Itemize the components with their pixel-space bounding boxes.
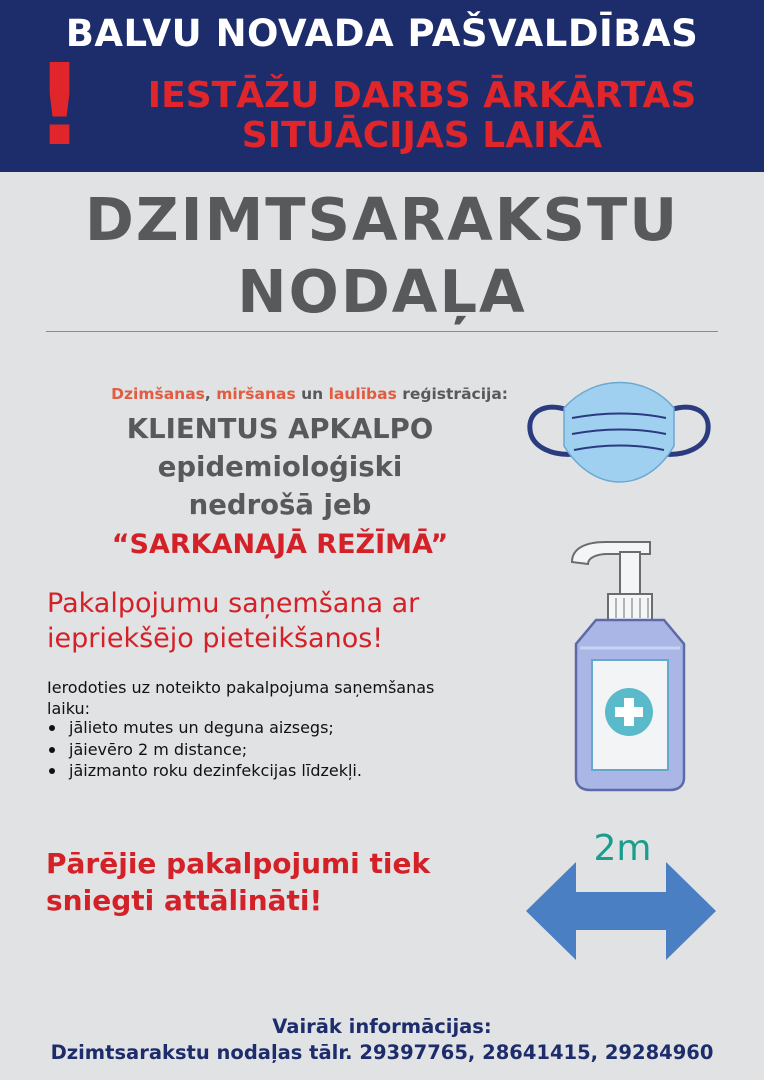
department-title-line2: NODAĻA bbox=[237, 257, 527, 326]
birth-label: Dzimšanas bbox=[111, 385, 205, 403]
arrival-line1: Ierodoties uz noteikto pakalpojuma saņemšanas bbox=[47, 678, 435, 697]
distance-label: 2m bbox=[593, 828, 652, 869]
emergency-subtitle-line2: SITUĀCIJAS LAIKĀ bbox=[241, 115, 603, 156]
more-info-label: Vairāk informācijas: bbox=[272, 1015, 492, 1038]
comma: , bbox=[204, 385, 211, 403]
hand-sanitizer-icon bbox=[566, 540, 694, 792]
and-label: un bbox=[301, 385, 324, 403]
arrival-line2: laiku: bbox=[47, 699, 90, 718]
double-arrow-icon bbox=[526, 862, 716, 960]
municipality-title: BALVU NOVADA PAŠVALDĪBAS bbox=[65, 12, 699, 55]
remote-services-line2: sniegti attālināti! bbox=[46, 884, 323, 917]
face-mask-icon bbox=[524, 372, 714, 494]
registration-label: reģistrācija: bbox=[402, 385, 508, 403]
rules-list bbox=[47, 717, 362, 782]
remote-services-line1: Pārējie pakalpojumi tiek bbox=[46, 847, 431, 880]
header-banner bbox=[0, 0, 764, 172]
service-mode-line1: KLIENTUS APKALPO bbox=[126, 413, 434, 445]
rule-distance: jāievēro 2 m distance; bbox=[47, 739, 362, 761]
death-label: miršanas bbox=[216, 385, 296, 403]
registration-types bbox=[48, 385, 508, 403]
appointment-line2: iepriekšējo pieteikšanos! bbox=[47, 623, 384, 654]
contact-phones: Dzimtsarakstu nodaļas tālr. 29397765, 28641415, 29284960 bbox=[50, 1041, 714, 1064]
title-divider bbox=[46, 331, 718, 332]
service-mode-line3: nedrošā jeb bbox=[188, 489, 372, 521]
appointment-line1: Pakalpojumu saņemšana ar bbox=[47, 588, 420, 619]
service-mode-line2: epidemioloģiski bbox=[157, 451, 403, 483]
rule-disinfectant: jāizmanto roku dezinfekcijas līdzekļi. bbox=[47, 760, 362, 782]
exclamation-icon: ! bbox=[34, 41, 86, 171]
marriage-label: laulības bbox=[328, 385, 397, 403]
emergency-subtitle-line1: IESTĀŽU DARBS ĀRKĀRTAS bbox=[147, 75, 697, 116]
red-mode-label: “SARKANAJĀ REŽĪMĀ” bbox=[111, 529, 449, 560]
rule-mask: jālieto mutes un deguna aizsegs; bbox=[47, 717, 362, 739]
department-title-line1: DZIMTSARAKSTU bbox=[84, 185, 680, 254]
